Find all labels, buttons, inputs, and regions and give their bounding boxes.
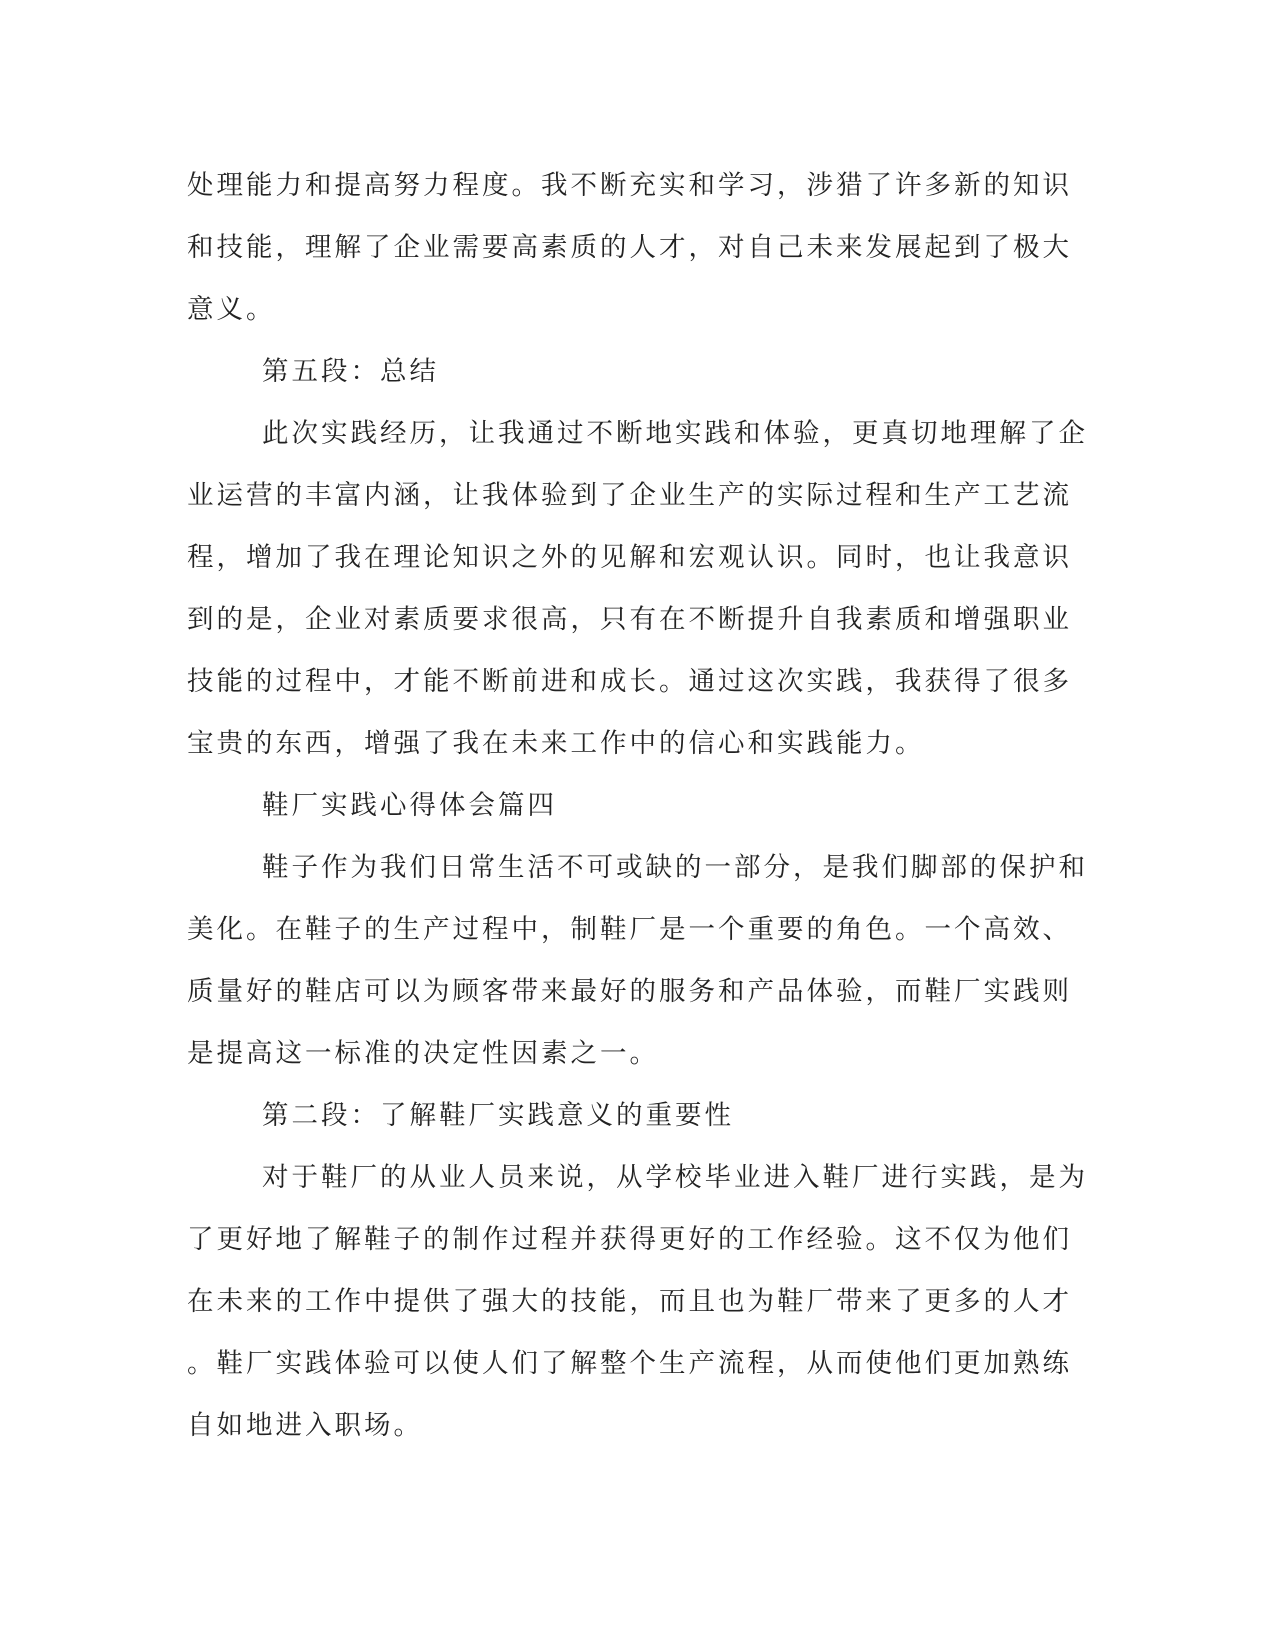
text-line: 鞋子作为我们日常生活不可或缺的一部分，是我们脚部的保护和 — [262, 852, 1088, 883]
text-line: 在未来的工作中提供了强大的技能，而且也为鞋厂带来了更多的人才 — [187, 1286, 1072, 1317]
text-line: 此次实践经历，让我通过不断地实践和体验，更真切地理解了企 — [262, 418, 1088, 449]
article-title: 鞋厂实践心得体会篇四 — [262, 790, 557, 821]
text-line: 技能的过程中，才能不断前进和成长。通过这次实践，我获得了很多 — [187, 666, 1072, 697]
text-line: 到的是，企业对素质要求很高，只有在不断提升自我素质和增强职业 — [187, 604, 1072, 635]
text-line: 美化。在鞋子的生产过程中，制鞋厂是一个重要的角色。一个高效、 — [187, 914, 1072, 945]
text-line: 自如地进入职场。 — [187, 1410, 423, 1441]
text-line: 程，增加了我在理论知识之外的见解和宏观认识。同时，也让我意识 — [187, 542, 1072, 573]
text-line: 处理能力和提高努力程度。我不断充实和学习，涉猎了许多新的知识 — [187, 170, 1072, 201]
text-line: 质量好的鞋店可以为顾客带来最好的服务和产品体验，而鞋厂实践则 — [187, 976, 1072, 1007]
text-line: 。鞋厂实践体验可以使人们了解整个生产流程，从而使他们更加熟练 — [187, 1348, 1072, 1379]
section-heading: 第二段：了解鞋厂实践意义的重要性 — [262, 1100, 734, 1131]
text-line: 是提高这一标准的决定性因素之一。 — [187, 1038, 659, 1069]
text-line: 意义。 — [187, 294, 276, 325]
document-body — [187, 155, 1088, 1457]
text-line: 了更好地了解鞋子的制作过程并获得更好的工作经验。这不仅为他们 — [187, 1224, 1072, 1255]
section-heading: 第五段：总结 — [262, 356, 439, 387]
text-line: 业运营的丰富内涵，让我体验到了企业生产的实际过程和生产工艺流 — [187, 480, 1072, 511]
text-line: 对于鞋厂的从业人员来说，从学校毕业进入鞋厂进行实践，是为 — [262, 1162, 1088, 1193]
text-line: 和技能，理解了企业需要高素质的人才，对自己未来发展起到了极大 — [187, 232, 1072, 263]
text-line: 宝贵的东西，增强了我在未来工作中的信心和实践能力。 — [187, 728, 925, 759]
